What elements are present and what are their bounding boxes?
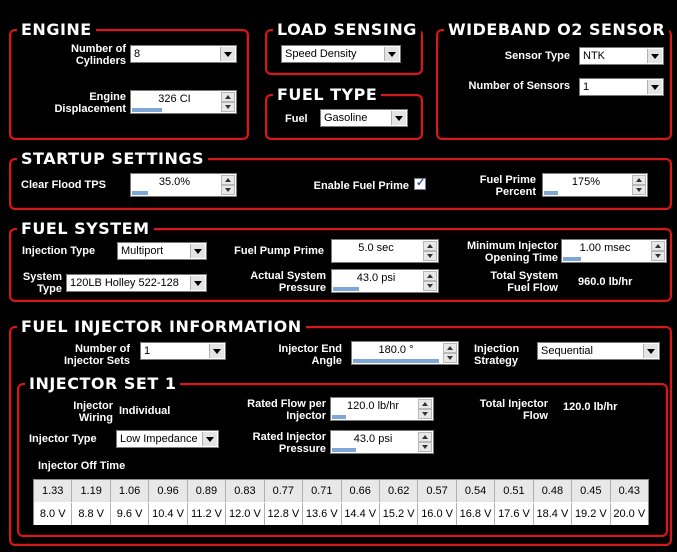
wiring-value: Individual	[119, 405, 171, 417]
clear-flood-slider[interactable]	[132, 191, 148, 195]
enable-prime-checkbox[interactable]	[414, 178, 426, 190]
voltage-cell: 8.8 V	[72, 503, 110, 525]
min-open-value[interactable]: 1.00 msec	[579, 242, 631, 254]
off-time-cell[interactable]: 0.57	[418, 480, 456, 502]
off-time-cell[interactable]: 0.51	[495, 480, 533, 502]
injection-type-value: Multiport	[121, 245, 164, 257]
end-angle-slider[interactable]	[353, 359, 439, 363]
off-time-cell[interactable]: 0.89	[188, 480, 226, 502]
displacement-slider[interactable]	[132, 108, 162, 112]
off-time-cell[interactable]: 0.54	[457, 480, 495, 502]
num-sensors-select[interactable]	[579, 78, 664, 96]
off-time-cell[interactable]: 0.77	[265, 480, 303, 502]
fuel-type-title: FUEL TYPE	[273, 85, 381, 105]
cylinders-select[interactable]	[130, 45, 237, 63]
displacement-stepper[interactable]	[130, 90, 237, 114]
injector-type-label: Injector Type	[29, 433, 97, 445]
decrement-icon[interactable]	[423, 251, 437, 261]
increment-icon[interactable]	[443, 343, 457, 353]
off-time-row	[34, 480, 648, 502]
cylinders-value: 8	[134, 48, 141, 60]
prime-percent-label: Fuel Prime Percent	[479, 174, 536, 198]
sensor-type-select[interactable]	[579, 47, 664, 65]
fuel-value: Gasoline	[324, 112, 368, 124]
actual-pressure-value[interactable]: 43.0 psi	[356, 272, 396, 284]
prime-percent-slider[interactable]	[544, 191, 558, 195]
min-open-label: Minimum Injector Opening Time	[466, 240, 558, 264]
wideband-title: WIDEBAND O2 SENSOR	[444, 20, 669, 40]
strategy-value: Sequential	[541, 345, 593, 357]
injector-info-title: FUEL INJECTOR INFORMATION	[17, 317, 306, 337]
end-angle-stepper[interactable]	[351, 341, 459, 365]
decrement-icon[interactable]	[418, 442, 432, 452]
load-sensing-title: LOAD SENSING	[273, 20, 421, 40]
chevron-down-icon[interactable]	[643, 344, 658, 358]
num-sets-label: Number of Injector Sets	[63, 343, 130, 367]
voltage-cell: 12.0 V	[226, 503, 264, 525]
system-type-select[interactable]	[66, 274, 207, 292]
total-flow-value: 960.0 lb/hr	[578, 276, 633, 288]
chevron-down-icon[interactable]	[647, 49, 662, 63]
off-time-cell[interactable]: 0.83	[226, 480, 264, 502]
strategy-select[interactable]	[537, 342, 660, 360]
increment-icon[interactable]	[632, 175, 646, 185]
decrement-icon[interactable]	[221, 185, 235, 195]
decrement-icon[interactable]	[651, 251, 665, 261]
voltage-cell: 19.2 V	[572, 503, 610, 525]
chevron-down-icon[interactable]	[220, 47, 235, 61]
voltage-cell: 11.2 V	[188, 503, 226, 525]
rated-flow-label: Rated Flow per Injector	[247, 398, 326, 422]
chevron-down-icon[interactable]	[190, 244, 205, 258]
injection-type-label: Injection Type	[22, 245, 96, 257]
end-angle-value[interactable]: 180.0 °	[378, 344, 414, 356]
voltage-cell: 18.4 V	[534, 503, 572, 525]
num-sets-value: 1	[144, 345, 151, 357]
off-time-cell[interactable]: 1.33	[34, 480, 72, 502]
enable-prime-label: Enable Fuel Prime	[313, 180, 409, 192]
strategy-label: Injection Strategy	[474, 343, 520, 367]
decrement-icon[interactable]	[418, 409, 432, 419]
off-time-cell[interactable]: 0.43	[618, 485, 640, 497]
displacement-value[interactable]: 326 CI	[158, 93, 191, 105]
min-open-stepper[interactable]	[561, 239, 667, 263]
increment-icon[interactable]	[423, 271, 437, 281]
prime-percent-stepper[interactable]	[542, 173, 648, 197]
engine-title: ENGINE	[17, 20, 96, 40]
voltage-cell: 8.0 V	[34, 503, 72, 525]
increment-icon[interactable]	[418, 432, 432, 442]
injector-type-value: Low Impedance	[120, 433, 198, 445]
off-time-table	[33, 479, 649, 525]
off-time-cell[interactable]: 0.71	[303, 480, 341, 502]
rated-pressure-value[interactable]: 43.0 psi	[353, 433, 393, 445]
sensor-type-label: Sensor Type	[504, 50, 570, 62]
cylinders-label: Number of Cylinders	[71, 43, 126, 67]
decrement-icon[interactable]	[632, 185, 646, 195]
prime-percent-value[interactable]: 175%	[571, 176, 601, 188]
num-sensors-label: Number of Sensors	[468, 80, 570, 92]
fuel-label: Fuel	[285, 113, 308, 125]
voltage-cell: 16.8 V	[457, 503, 495, 525]
min-open-slider[interactable]	[563, 257, 581, 261]
decrement-icon[interactable]	[423, 281, 437, 291]
chevron-down-icon[interactable]	[384, 47, 399, 61]
rated-flow-slider[interactable]	[332, 415, 346, 419]
voltage-cell: 10.4 V	[149, 503, 187, 525]
total-injector-flow-value: 120.0 lb/hr	[563, 401, 618, 413]
clear-flood-value[interactable]: 35.0%	[158, 176, 191, 188]
voltage-cell: 13.6 V	[303, 503, 341, 525]
num-sensors-value: 1	[583, 81, 590, 93]
sensor-type-value: NTK	[583, 50, 605, 62]
chevron-down-icon[interactable]	[202, 432, 217, 446]
rated-flow-stepper[interactable]	[330, 397, 434, 421]
load-sensing-value: Speed Density	[285, 48, 357, 60]
startup-title: STARTUP SETTINGS	[17, 149, 208, 169]
actual-pressure-label: Actual System Pressure	[250, 270, 326, 294]
chevron-down-icon[interactable]	[391, 111, 406, 125]
chevron-down-icon[interactable]	[209, 344, 224, 358]
decrement-icon[interactable]	[443, 353, 457, 363]
actual-pressure-slider[interactable]	[333, 287, 359, 291]
injector-set-title: INJECTOR SET 1	[25, 374, 180, 394]
off-time-cell[interactable]: 0.66	[342, 480, 380, 502]
fuel-select[interactable]	[320, 109, 408, 127]
increment-icon[interactable]	[221, 175, 235, 185]
rated-flow-value[interactable]: 120.0 lb/hr	[347, 400, 399, 412]
injector-type-select[interactable]	[116, 430, 219, 448]
voltage-cell: 16.0 V	[418, 503, 456, 525]
chevron-down-icon[interactable]	[647, 80, 662, 94]
rated-pressure-slider[interactable]	[332, 448, 356, 452]
voltage-cell: 14.4 V	[342, 503, 380, 525]
voltage-cell: 15.2 V	[380, 503, 418, 525]
end-angle-label: Injector End Angle	[278, 343, 342, 367]
pump-prime-value[interactable]: 5.0 sec	[358, 242, 394, 254]
system-type-label: System Type	[22, 271, 62, 295]
off-time-label: Injector Off Time	[38, 460, 126, 472]
chevron-down-icon[interactable]	[190, 276, 205, 290]
voltage-cell: 9.6 V	[111, 503, 149, 525]
num-sets-select[interactable]	[140, 342, 226, 360]
voltage-cell: 17.6 V	[495, 503, 533, 525]
displacement-label: Engine Displacement	[54, 91, 126, 115]
voltage-cell: 20.0 V	[613, 508, 646, 520]
system-type-value: 120LB Holley 522-128	[70, 277, 179, 289]
increment-icon[interactable]	[651, 241, 665, 251]
load-sensing-select[interactable]	[281, 45, 401, 63]
off-time-cell[interactable]: 0.45	[572, 480, 610, 502]
off-time-cell[interactable]: 0.48	[534, 480, 572, 502]
clear-flood-label: Clear Flood TPS	[21, 179, 106, 191]
off-time-cell[interactable]: 0.96	[149, 480, 187, 502]
increment-icon[interactable]	[221, 92, 235, 102]
increment-icon[interactable]	[423, 241, 437, 251]
off-time-cell[interactable]: 0.62	[380, 480, 418, 502]
rated-pressure-label: Rated Injector Pressure	[252, 431, 326, 455]
fuel-system-title: FUEL SYSTEM	[17, 219, 154, 239]
actual-pressure-stepper[interactable]	[331, 269, 439, 293]
increment-icon[interactable]	[418, 399, 432, 409]
voltage-cell: 12.8 V	[265, 503, 303, 525]
total-flow-label: Total System Fuel Flow	[490, 270, 558, 294]
voltage-row	[34, 503, 648, 525]
clear-flood-stepper[interactable]	[130, 173, 237, 197]
decrement-icon[interactable]	[221, 102, 235, 112]
off-time-cell[interactable]: 1.19	[72, 480, 110, 502]
off-time-cell[interactable]: 1.06	[111, 480, 149, 502]
wiring-label: Injector Wiring	[73, 400, 113, 424]
pump-prime-label: Fuel Pump Prime	[234, 245, 324, 257]
injection-type-select[interactable]	[117, 242, 207, 260]
pump-prime-stepper[interactable]	[331, 239, 439, 263]
rated-pressure-stepper[interactable]	[330, 430, 434, 454]
total-injector-flow-label: Total Injector Flow	[479, 398, 548, 422]
